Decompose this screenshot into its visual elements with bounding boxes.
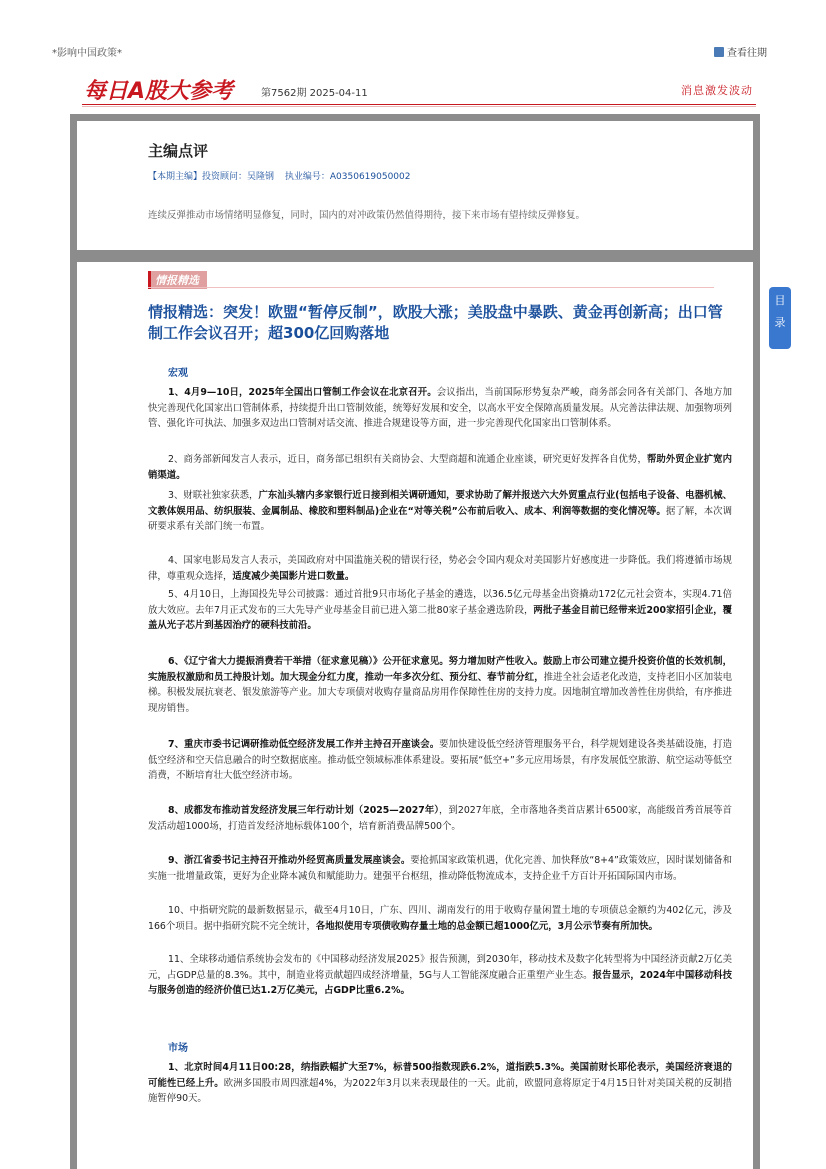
slogan: 消息激发波动 — [681, 84, 753, 97]
archive-link[interactable] — [714, 44, 767, 59]
archive-label: 查看往期 — [727, 48, 767, 59]
editor-meta — [148, 169, 419, 182]
editor-license: 执业编号：A0350619050002 — [284, 172, 411, 182]
section-macro: 宏观 — [168, 368, 188, 379]
news-headline: 情报精选：突发！欧盟“暂停反制”，欧股大涨；美股盘中暴跌、黄金再创新高；出口管制工作会议召开；超300亿回购落地 — [148, 303, 723, 342]
macro-item-5: 5、4月10日，上海国投先导公司披露：通过首批9只市场化子基金的遴选，以36.5亿元母基金出资撬动172亿元社会资本，实现4.71倍放大效应。去年7月正式发布的三大先导产业母基金目前已进入第二批80家子基金遴选阶段，两批子基金目前已经带来近200家招引企业，覆盖从光子芯片到基因治疗的硬科技前沿。 — [148, 589, 732, 631]
toc-tab[interactable] — [769, 287, 791, 349]
section-market: 市场 — [168, 1043, 188, 1054]
header-divider-light — [82, 106, 756, 107]
header-divider — [82, 104, 756, 105]
editor-title: 主编点评 — [148, 142, 209, 160]
toc-tab-label-1: 目 — [774, 294, 786, 307]
toc-tab-label-2: 录 — [774, 316, 786, 329]
macro-item-3: 3、财联社独家获悉，广东汕头辖内多家银行近日接到相关调研通知，要求协助了解并报送六大外贸重点行业(包括电子设备、电器机械、文教体娱用品、纺织服装、金属制品、橡胶和塑料制品)企业在“对等关税”公布前后收入、成本、利润等数据的变化情况等。据了解，本次调研要求系有关部门统一布置。 — [148, 490, 733, 532]
macro-item-2: 2、商务部新闻发言人表示，近日，商务部已组织有关商协会、大型商超和流通企业座谈，研究更好发挥各自优势，帮助外贸企业扩宽内销渠道。 — [148, 454, 732, 481]
top-tag: *影响中国政策* — [52, 48, 122, 59]
calendar-icon — [714, 47, 724, 57]
market-item-1: 1、北京时间4月11日00:28，纳指跌幅扩大至7%，标普500指数现跌6.2%，道指跌5.3%。美国前财长耶伦表示，美国经济衰退的可能性已经上升。欧洲多国股市周四涨超4%，为2022年3月以来表现最佳的一天。此前，欧盟同意将原定于4月15日针对美国关税的反制措施暂停90天。 — [148, 1062, 732, 1104]
badge-divider — [148, 287, 714, 288]
section-badge: 情报精选 — [148, 271, 207, 289]
macro-item-1: 1、4月9—10日，2025年全国出口管制工作会议在北京召开。会议指出，当前国际形势复杂严峻，商务部会同各有关部门、各地方加快完善现代化国家出口管制体系，持续提升出口管制效能，统筹好发展和安全，以高水平安全保障高质量发展。从完善法律法规、加强物项列管、强化许可执法、加强多双边出口管制对话交流、推进合规建设等方面，进一步完善现代化国家出口管制体系。 — [148, 387, 732, 429]
logo: 每日A股大参考 — [84, 79, 234, 104]
macro-item-4: 4、国家电影局发言人表示，美国政府对中国滥施关税的错误行径，势必会令国内观众对美国影片好感度进一步降低。我们将遵循市场规律，尊重观众选择，适度减少美国影片进口数量。 — [148, 555, 732, 582]
issue-info: 第7562期 2025-04-11 — [261, 88, 368, 99]
editor-comment: 连续反弹推动市场情绪明显修复，同时，国内的对冲政策仍然值得期待，接下来市场有望持续反弹修复。 — [148, 210, 586, 221]
editor-name: 【本期主编】投资顾问：吴隆钢 — [148, 172, 275, 182]
macro-item-6: 6、《辽宁省大力提振消费若干举措（征求意见稿）》公开征求意见。努力增加财产性收入。鼓励上市公司建立提升投资价值的长效机制，实施股权激励和员工持股计划。加大现金分红力度，推动一年多次分红、预分红、春节前分红，推进全社会适老化改造，支持老旧小区加装电梯。积极发展抗衰老、银发旅游等产业。加大专项债对收购存量商品房用作保障性住房的支持力度。因地制宜增加改善性住房供给，有序推进现房销售。 — [148, 656, 732, 714]
macro-item-11: 11、全球移动通信系统协会发布的《中国移动经济发展2025》报告预测，到2030年，移动技术及数字化转型将为中国经济贡献2万亿美元，占GDP总量的8.3%。其中，制造业将贡献超四成经济增量，5G与人工智能深度融合正重塑产业生态。报告显示，2024年中国移动科技与服务创造的经济价值已达1.2万亿美元，占GDP比重6.2%。 — [148, 954, 732, 996]
macro-item-9: 9、浙江省委书记主持召开推动外经贸高质量发展座谈会。要抢抓国家政策机遇，优化完善、加快释放“8+4”政策效应，因时谋划储备和实施一批增量政策，更好为企业降本减负和赋能助力。建强平台枢纽，推动降低物流成本，支持企业千方百计开拓国际国内市场。 — [148, 855, 732, 882]
macro-item-10: 10、中指研究院的最新数据显示，截至4月10日，广东、四川、湖南发行的用于收购存量闲置土地的专项债总金额约为402亿元，涉及166个项目。据中指研究院不完全统计，各地拟使用专项债收购存量土地的总金额已超1000亿元，3月公示节奏有所加快。 — [148, 905, 732, 932]
macro-item-8: 8、成都发布推动首发经济发展三年行动计划（2025—2027年），到2027年底，全市落地各类首店累计6500家，高能级首秀首展等首发活动超1000场，打造首发经济地标载体100个，培育新消费品牌500个。 — [148, 805, 732, 832]
macro-item-7: 7、重庆市委书记调研推动低空经济发展工作并主持召开座谈会。要加快建设低空经济管理服务平台，科学规划建设各类基础设施，打造低空经济和空天信息融合的时空数据底座。推动低空领域标准体系建设。要拓展“低空+”多元应用场景，有序发展低空旅游、航空运动等低空消费，不断培育壮大低空经济市场。 — [148, 739, 732, 781]
